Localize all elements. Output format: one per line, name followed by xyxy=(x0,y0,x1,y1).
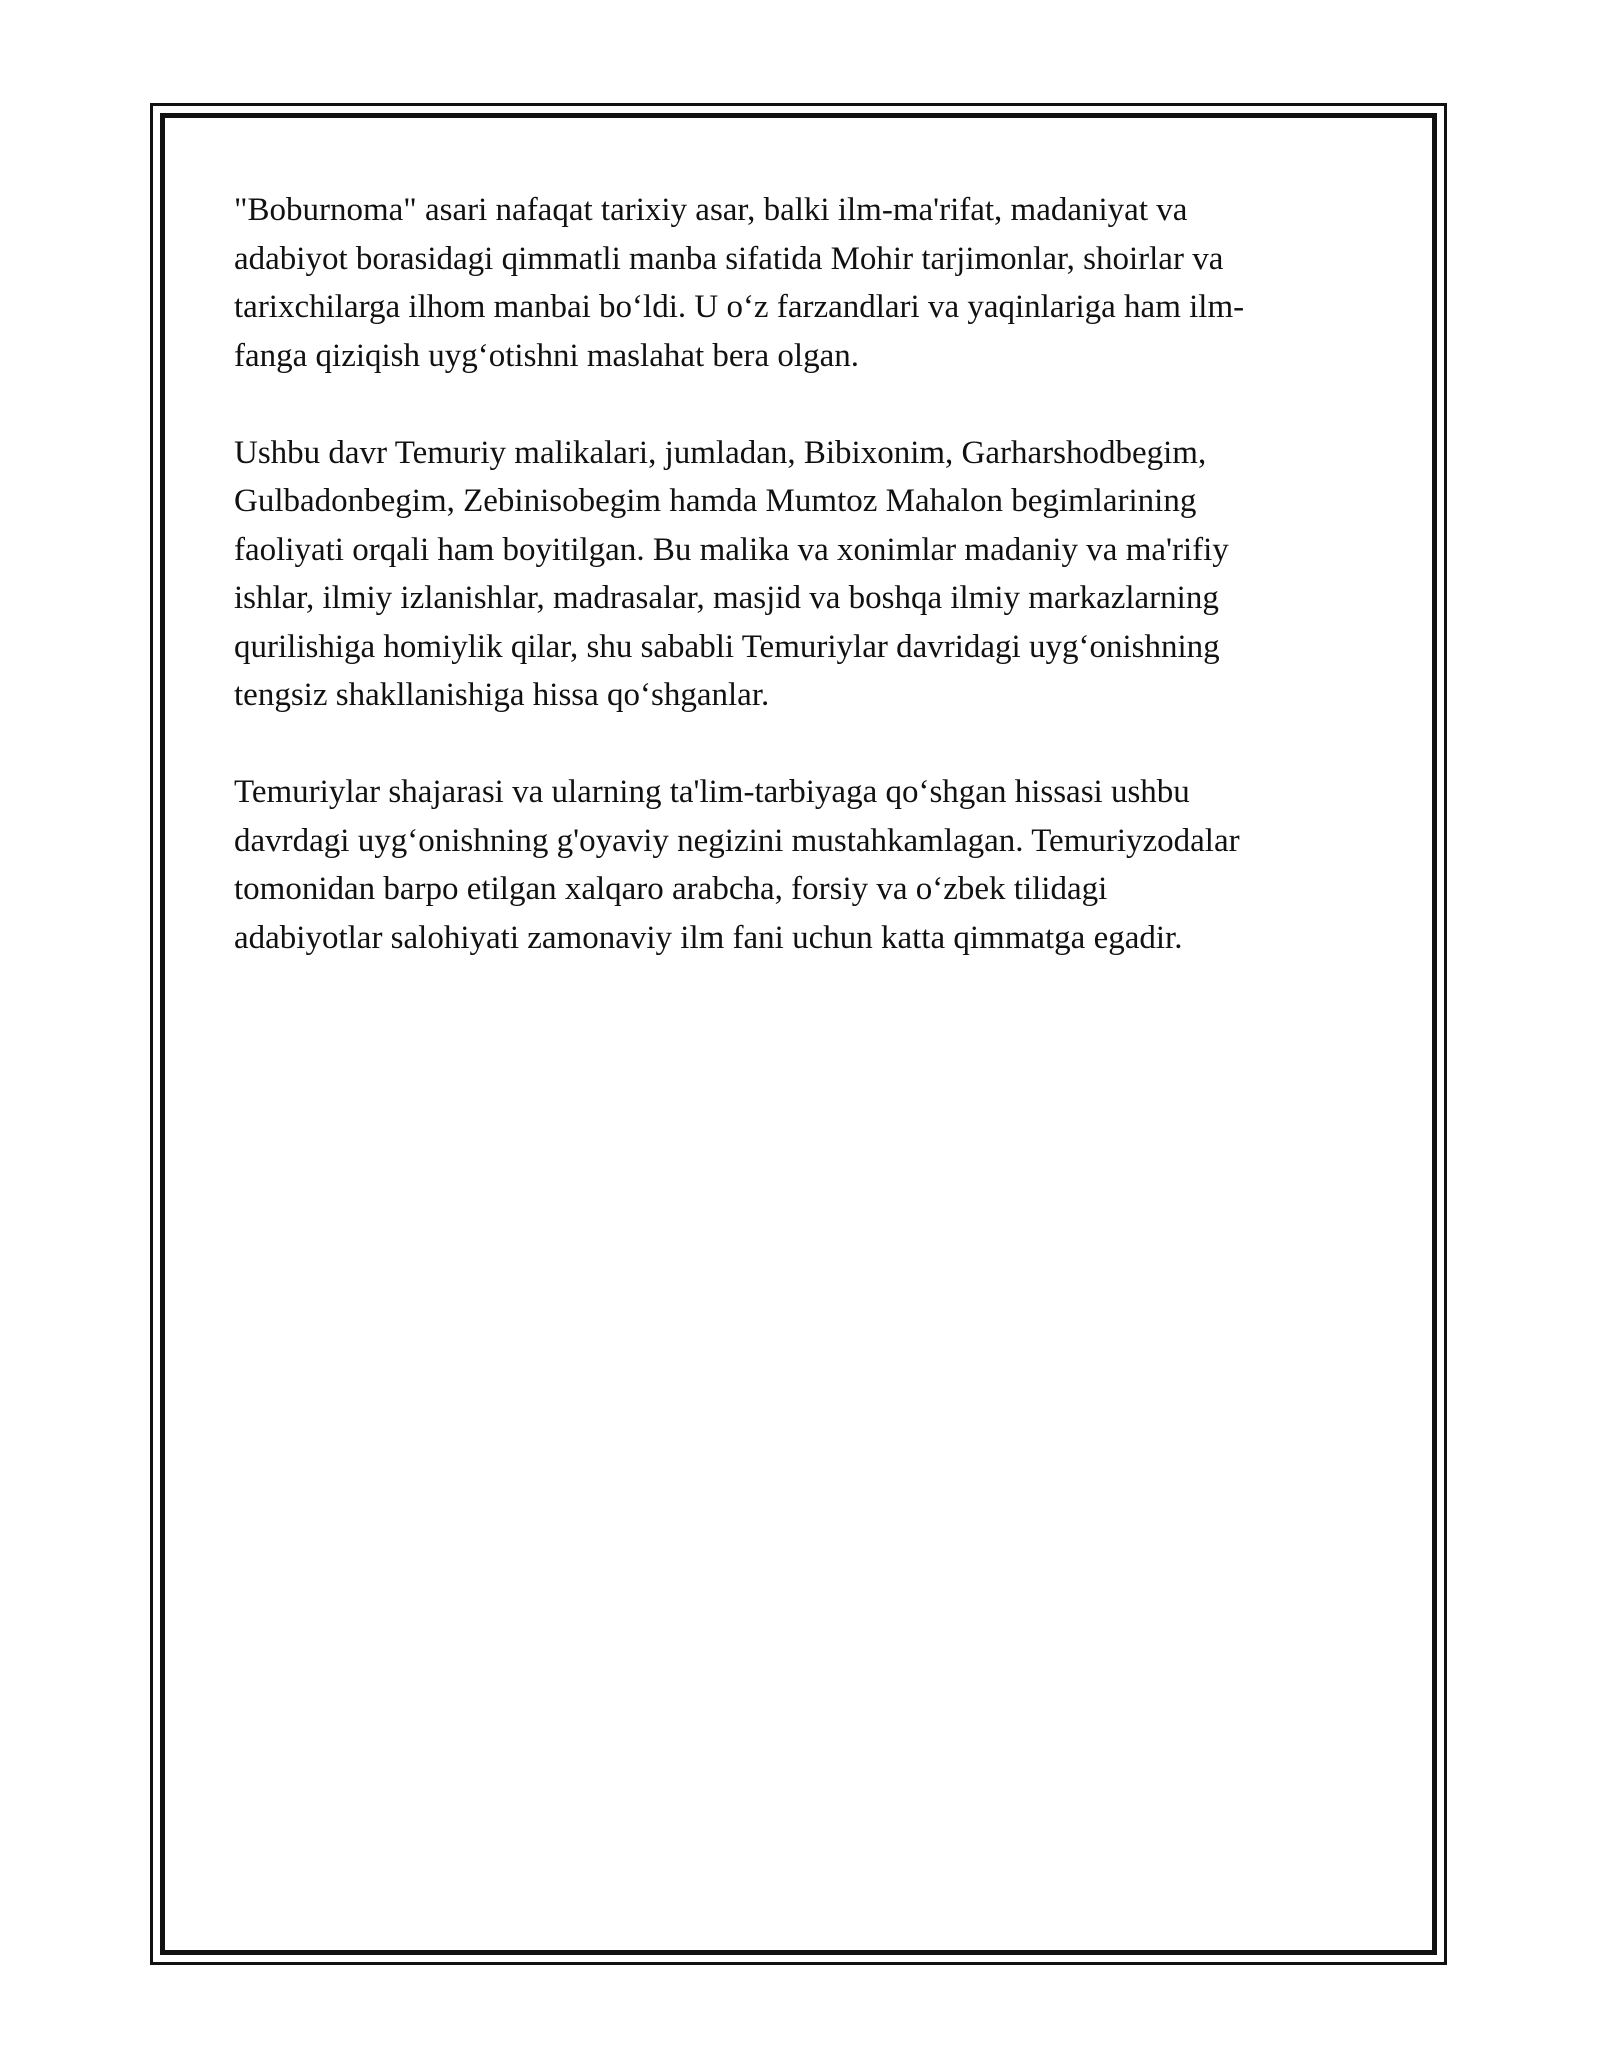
text-line: ishlar, ilmiy izlanishlar, madrasalar, masjid va boshqa ilmiy markazlarning xyxy=(234,580,1219,616)
paragraph-1 xyxy=(234,186,1364,380)
text-line: qurilishiga homiylik qilar, shu sababli Temuriylar davridagi uyg‘onishning xyxy=(234,628,1220,665)
paragraph-3 xyxy=(234,768,1364,962)
text-line: adabiyotlar salohiyati zamonaviy ilm fani uchun katta qimmatga egadir. xyxy=(234,919,1183,956)
text-line: Temuriylar shajarasi va ularning ta'lim-tarbiyaga qo‘shgan hissasi ushbu xyxy=(234,774,1190,810)
text-line: adabiyot borasidagi qimmatli manba sifatida Mohir tarjimonlar, shoirlar va xyxy=(234,240,1224,277)
text-line: davrdagi uyg‘onishning g'oyaviy negizini mustahkamlagan. Temuriyzodalar xyxy=(234,822,1240,859)
text-line: tomonidan barpo etilgan xalqaro arabcha, forsiy va o‘zbek tilidagi xyxy=(234,871,1108,907)
text-line: "Boburnoma" asari nafaqat tarixiy asar, balki ilm-ma'rifat, madaniyat va xyxy=(234,192,1188,228)
text-line: fanga qiziqish uyg‘otishni maslahat bera olgan. xyxy=(234,337,860,374)
text-line: Gulbadonbegim, Zebinisobegim hamda Mumtoz Mahalon begimlarining xyxy=(234,483,1197,519)
text-line: Ushbu davr Temuriy malikalari, jumladan, Bibixonim, Garharshodbegim, xyxy=(234,434,1207,471)
paragraph-2 xyxy=(234,429,1364,720)
text-line: tengsiz shakllanishiga hissa qo‘shganlar. xyxy=(234,677,770,713)
text-line: faoliyati orqali ham boyitilgan. Bu malika va xonimlar madaniy va ma'rifiy xyxy=(234,531,1229,568)
text-line: tarixchilarga ilhom manbai bo‘ldi. U o‘z farzandlari va yaqinlariga ham ilm- xyxy=(234,289,1245,325)
document-body xyxy=(234,186,1364,1011)
